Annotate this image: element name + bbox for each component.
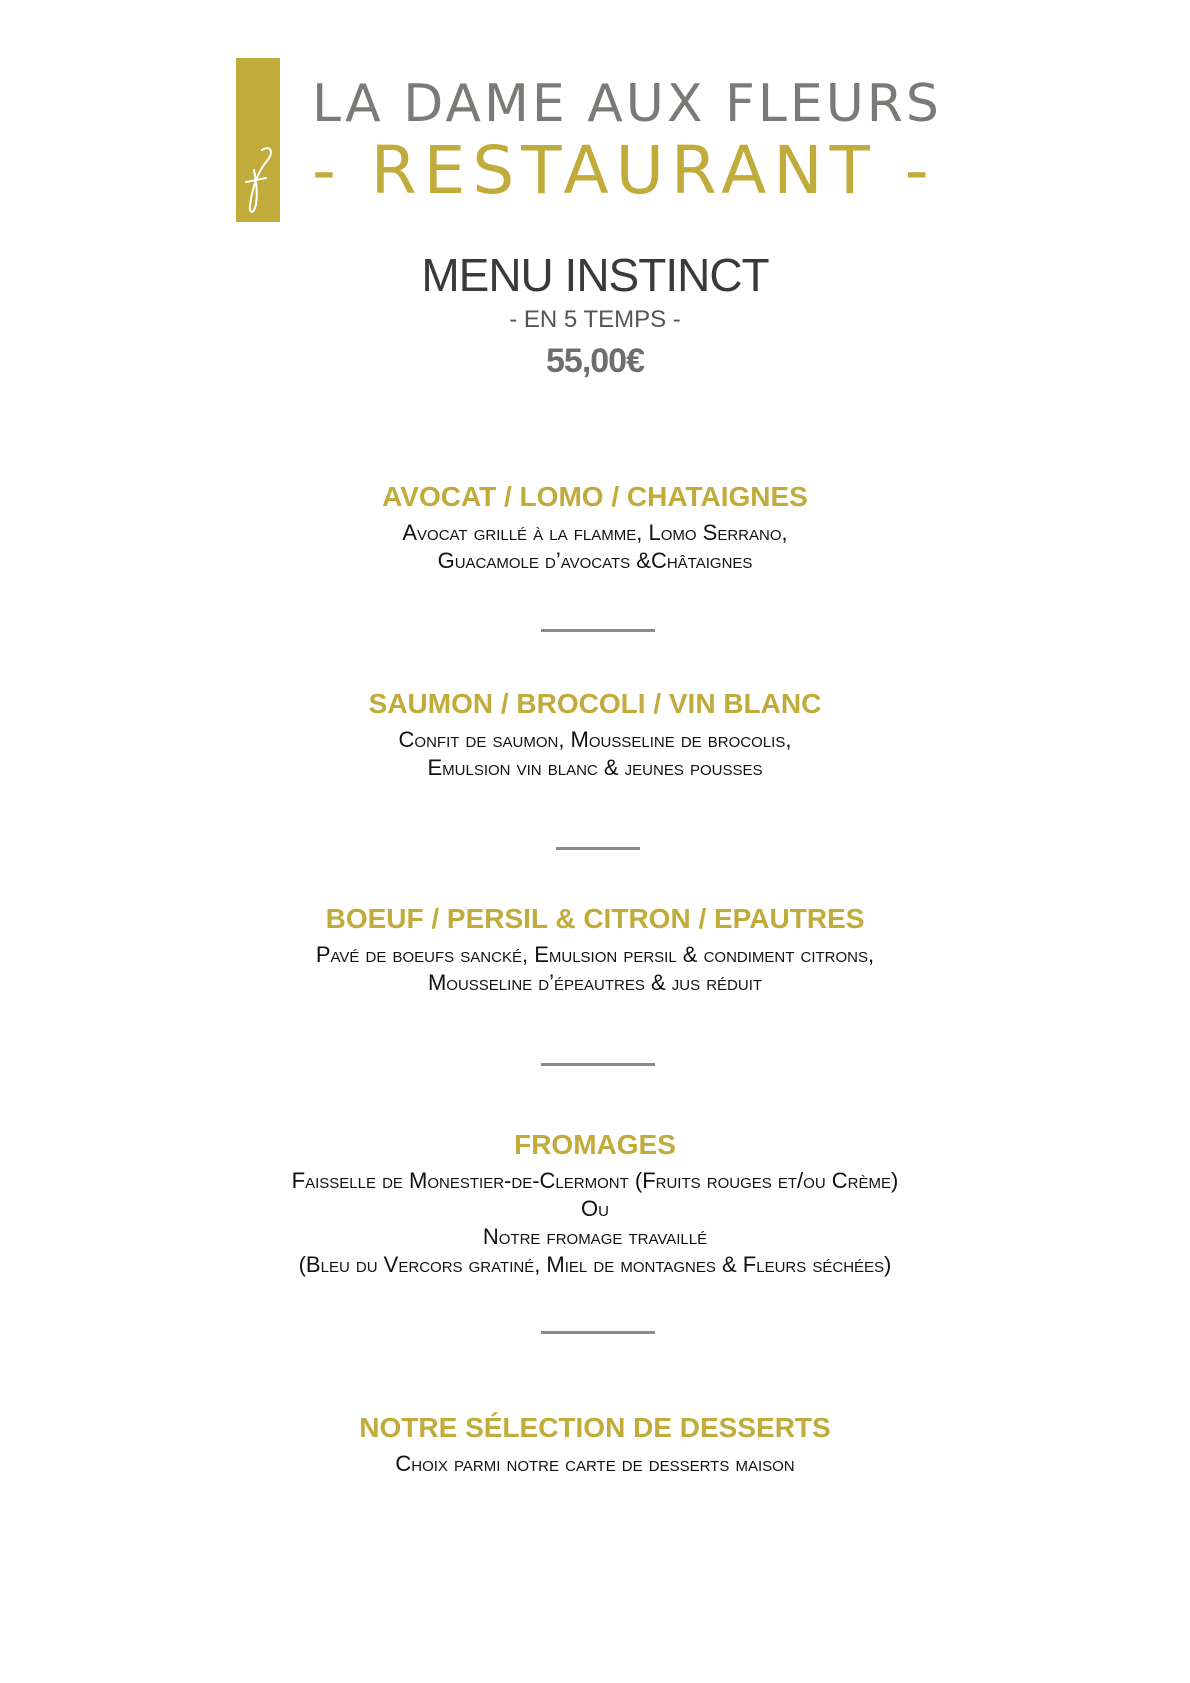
course-description-line: Notre fromage travaillé — [482, 1224, 708, 1249]
course-description-line: Choix parmi notre carte de desserts maison — [395, 1451, 795, 1476]
course-description-line: Faisselle de Monestier-de-Clermont (Fruits rouges et/ou Crème) — [291, 1168, 899, 1193]
course-title: SAUMON / BROCOLI / VIN BLANC — [368, 688, 822, 719]
course-description-line: Confit de saumon, Mousseline de brocolis, — [398, 727, 792, 752]
course-title: BOEUF / PERSIL & CITRON / EPAUTRES — [325, 903, 865, 934]
logo-name: LA DAME AUX FLEURS — [312, 74, 942, 134]
restaurant-logo — [236, 58, 966, 222]
course-dessert — [0, 1414, 1190, 1478]
course-main — [0, 905, 1190, 997]
divider — [556, 847, 640, 850]
course-cheese — [0, 1131, 1190, 1279]
logo-restaurant-label: - RESTAURANT - — [312, 132, 936, 209]
course-title: NOTRE SÉLECTION DE DESSERTS — [359, 1412, 831, 1443]
course-description-line: Avocat grillé à la flamme, Lomo Serrano, — [402, 520, 788, 545]
course-description-line: Mousseline d’épeautres & jus réduit — [427, 970, 763, 995]
monogram-f-icon — [236, 58, 280, 222]
logo-monogram-bar — [236, 58, 280, 222]
course-description-line: Pavé de boeufs sancké, Emulsion persil & condiment citrons, — [315, 942, 875, 967]
course-description-line: (Bleu du Vercors gratiné, Miel de montagnes & Fleurs séchées) — [298, 1252, 892, 1277]
menu-subtitle: - EN 5 TEMPS - — [509, 306, 681, 333]
divider — [541, 1331, 655, 1334]
course-description-line: Ou — [581, 1196, 609, 1221]
course-description-line: Emulsion vin blanc & jeunes pousses — [427, 755, 763, 780]
menu-price: 55,00€ — [546, 342, 644, 380]
course-title: FROMAGES — [514, 1129, 676, 1160]
menu-title: MENU INSTINCT — [421, 249, 769, 301]
course-fish — [0, 690, 1190, 782]
divider — [541, 1063, 655, 1066]
course-description-line: Guacamole d’avocats &Châtaignes — [437, 548, 753, 573]
menu-header — [0, 249, 1190, 380]
course-title: AVOCAT / LOMO / CHATAIGNES — [382, 481, 808, 512]
divider — [541, 629, 655, 632]
course-starter — [0, 483, 1190, 575]
